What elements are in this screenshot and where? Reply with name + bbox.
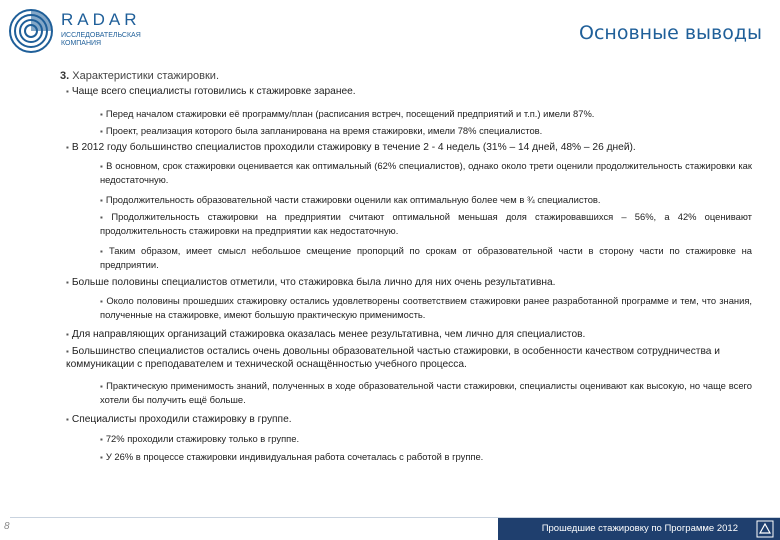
finding-item	[100, 433, 752, 447]
bullet-icon: ▪	[100, 196, 103, 205]
section-heading	[60, 70, 219, 82]
finding-text: Около половины прошедших стажировку остались удовлетворены соответствием стажировки ранее разработанной программе и тем, что знания, полученные на стажировке, имеют большую практическую применимость.	[100, 295, 753, 320]
page-number: 8	[4, 521, 10, 532]
bullet-icon: ▪	[66, 87, 69, 96]
finding-item	[66, 414, 756, 427]
finding-text: Больше половины специалистов отметили, что стажировка была лично для них очень результативна.	[71, 277, 556, 288]
finding-item	[66, 329, 756, 342]
finding-item	[100, 108, 752, 122]
section-number: 3.	[60, 70, 70, 82]
finding-item	[66, 86, 756, 99]
logo-subtitle-1: ИССЛЕДОВАТЕЛЬСКАЯ	[61, 32, 141, 39]
finding-text: Практическую применимость знаний, полученных в ходе образовательной части стажировки, специалисты оценивают как высокую, но чаще всего хотели бы получить ещё больше.	[100, 380, 752, 405]
bullet-icon: ▪	[100, 435, 103, 444]
section-title: Характеристики стажировки.	[72, 70, 219, 82]
page-title: Основные выводы	[579, 22, 762, 44]
bullet-icon: ▪	[100, 110, 103, 119]
finding-item	[100, 380, 752, 406]
finding-text: Специалисты проходили стажировку в группе.	[71, 414, 292, 425]
bullet-icon: ▪	[66, 330, 69, 339]
logo-subtitle-2: КОМПАНИЯ	[61, 40, 102, 47]
finding-text: В 2012 году большинство специалистов проходили стажировку в течение 2 - 4 недель (31% – 14 дней, 48% – 26 дней).	[71, 142, 636, 153]
finding-text: Проект, реализация которого была запланирована на время стажировки, имели 78% специалистов.	[105, 125, 543, 136]
finding-text: Таким образом, имеет смысл небольшое смещение пропорций по срокам от образовательной части в сторону части по стажировке на предприятии.	[100, 245, 753, 270]
bullet-icon: ▪	[66, 415, 69, 424]
finding-item	[66, 142, 756, 155]
finding-item	[100, 160, 752, 186]
radar-logo-icon	[8, 8, 54, 54]
finding-text: Продолжительность образовательной части стажировки оценили как оптимальную более чем в ¾ специалистов.	[105, 194, 601, 205]
finding-item	[66, 346, 756, 371]
finding-text: Перед началом стажировки её программу/план (расписания встреч, посещений предприятий и т.п.) имели 87%.	[105, 108, 595, 119]
bullet-icon: ▪	[66, 278, 69, 287]
footer-caption: Прошедшие стажировку по Программе 2012	[541, 523, 738, 534]
finding-text: В основном, срок стажировки оценивается как оптимальный (62% специалистов), однако около трети оценили продолжительность стажировки как недостаточную.	[100, 160, 752, 185]
bullet-icon: ▪	[100, 453, 103, 462]
bullet-icon: ▪	[100, 382, 104, 391]
bullet-icon: ▪	[100, 297, 104, 306]
finding-text: Большинство специалистов остались очень довольны образовательной частью стажировки, в особенности качеством сотрудничества и коммуникации с преподавателем и технической оснащённостью учебного процесса.	[66, 346, 720, 370]
finding-text: Для направляющих организаций стажировка оказалась менее результативна, чем лично для специалистов.	[71, 329, 586, 340]
finding-item	[100, 211, 752, 237]
bullet-icon: ▪	[100, 162, 104, 171]
finding-item	[100, 245, 752, 271]
finding-text: 72% проходили стажировку только в группе.	[105, 433, 300, 444]
finding-item	[100, 194, 752, 208]
bullet-icon: ▪	[66, 347, 69, 356]
finding-item	[100, 125, 752, 139]
company-logo	[8, 8, 168, 56]
finding-text: У 26% в процессе стажировки индивидуальная работа сочеталась с работой в группе.	[105, 451, 484, 462]
bullet-icon: ▪	[100, 127, 103, 136]
bullet-icon: ▪	[66, 143, 69, 152]
finding-item	[100, 451, 752, 465]
bullet-icon: ▪	[100, 247, 106, 256]
finding-text: Чаще всего специалисты готовились к стажировке заранее.	[71, 86, 356, 97]
finding-item	[66, 277, 756, 290]
finding-text: Продолжительность стажировки на предприятии считают оптимальной меньшая доля стажировавшихся – 56%, а 42% оценивают продолжительность стажировки на предприятии как недостаточную.	[100, 211, 752, 236]
bullet-icon: ▪	[100, 213, 109, 222]
finding-item	[100, 295, 752, 321]
program-logo-icon	[756, 520, 774, 538]
logo-name: RADAR	[61, 10, 141, 29]
